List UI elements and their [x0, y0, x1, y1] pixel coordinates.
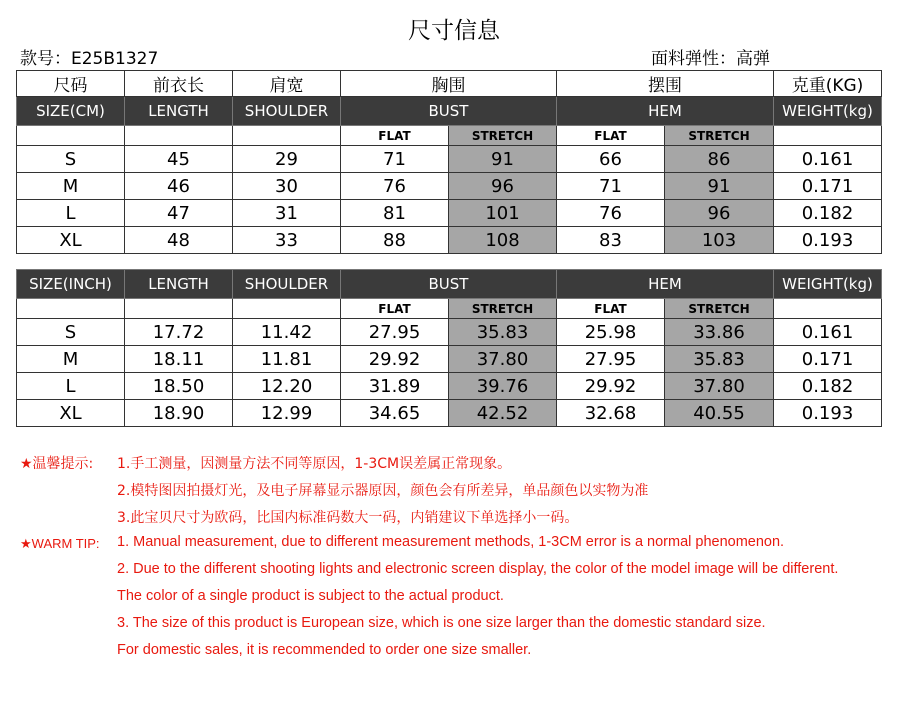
- table-cell: 0.193: [774, 227, 882, 254]
- table-cell: S: [17, 146, 125, 173]
- table-cell: 91: [665, 173, 774, 200]
- table-cell: S: [17, 319, 125, 346]
- size-table-cm: [16, 70, 882, 254]
- en-note-3: 3. The size of this product is European size, which is one size larger than the domestic standard size.: [117, 615, 766, 631]
- chinese-header-row: [17, 71, 882, 97]
- table-cell: 27.95: [341, 319, 449, 346]
- table-cell: 32.68: [557, 400, 665, 427]
- table-cell: 48: [125, 227, 233, 254]
- table-cell: 45: [125, 146, 233, 173]
- table-cell: M: [17, 173, 125, 200]
- table-cell: 18.11: [125, 346, 233, 373]
- table-cell: 46: [125, 173, 233, 200]
- table-cell: 0.182: [774, 373, 882, 400]
- sub-header-bust-flat: FLAT: [341, 126, 449, 146]
- table-cell: 29.92: [341, 346, 449, 373]
- table-cell: 37.80: [449, 346, 557, 373]
- table-cell: 37.80: [665, 373, 774, 400]
- cn-header-weight: 克重(KG): [774, 71, 882, 97]
- sub-header-hem-flat: FLAT: [557, 126, 665, 146]
- sub-header-hem-flat: FLAT: [557, 299, 665, 319]
- sub-header-bust-flat: FLAT: [341, 299, 449, 319]
- header-bust: BUST: [341, 270, 557, 299]
- header-shoulder: SHOULDER: [233, 97, 341, 126]
- header-size: SIZE(INCH): [17, 270, 125, 299]
- table-cell: XL: [17, 400, 125, 427]
- table-cell: 47: [125, 200, 233, 227]
- table-cell: 0.171: [774, 173, 882, 200]
- cn-header-bust: 胸围: [341, 71, 557, 97]
- table-cell: 34.65: [341, 400, 449, 427]
- table-cell: 12.20: [233, 373, 341, 400]
- en-note-label: ★WARM TIP:: [20, 536, 100, 551]
- table-row: [17, 373, 882, 400]
- table-cell: 29: [233, 146, 341, 173]
- table-cell: M: [17, 346, 125, 373]
- cn-header-length: 前衣长: [125, 71, 233, 97]
- table-cell: 0.182: [774, 200, 882, 227]
- header-shoulder: SHOULDER: [233, 270, 341, 299]
- table-cell: 83: [557, 227, 665, 254]
- fabric-elasticity: 面料弹性：高弹: [651, 49, 770, 69]
- header-length: LENGTH: [125, 97, 233, 126]
- en-note-2: 2. Due to the different shooting lights and electronic screen display, the color of the model image will be different.: [117, 561, 839, 577]
- en-note-2b: The color of a single product is subject to the actual product.: [117, 588, 504, 604]
- table-row: [17, 146, 882, 173]
- table-row: [17, 319, 882, 346]
- table-cell: 88: [341, 227, 449, 254]
- header-weight: WEIGHT(kg): [774, 97, 882, 126]
- table-cell: L: [17, 200, 125, 227]
- cm-table-body: [17, 146, 882, 254]
- table-cell: 96: [449, 173, 557, 200]
- table-cell: 25.98: [557, 319, 665, 346]
- table-row: [17, 200, 882, 227]
- table-cell: 12.99: [233, 400, 341, 427]
- sub-header-hem-stretch: STRETCH: [665, 299, 774, 319]
- table-cell: 76: [341, 173, 449, 200]
- table-cell: XL: [17, 227, 125, 254]
- sub-header-row: [17, 126, 882, 146]
- table-cell: 86: [665, 146, 774, 173]
- sub-header-row: [17, 299, 882, 319]
- sub-header-bust-stretch: STRETCH: [449, 299, 557, 319]
- table-cell: 0.161: [774, 319, 882, 346]
- table-cell: 91: [449, 146, 557, 173]
- table-cell: 0.171: [774, 346, 882, 373]
- cn-note-1: 1.手工测量，因测量方法不同等原因，1-3CM误差属正常现象。: [117, 456, 512, 472]
- table-cell: 0.193: [774, 400, 882, 427]
- table-cell: 103: [665, 227, 774, 254]
- table-cell: 66: [557, 146, 665, 173]
- table-cell: 33.86: [665, 319, 774, 346]
- header-bust: BUST: [341, 97, 557, 126]
- header-row: [17, 270, 882, 299]
- table-cell: L: [17, 373, 125, 400]
- header-hem: HEM: [557, 270, 774, 299]
- table-cell: 11.42: [233, 319, 341, 346]
- table-cell: 29.92: [557, 373, 665, 400]
- table-cell: 11.81: [233, 346, 341, 373]
- header-hem: HEM: [557, 97, 774, 126]
- cn-note-3: 3.此宝贝尺寸为欧码，比国内标准码数大一码，内销建议下单选择小一码。: [117, 510, 579, 526]
- cn-header-size: 尺码: [17, 71, 125, 97]
- table-cell: 30: [233, 173, 341, 200]
- table-cell: 81: [341, 200, 449, 227]
- table-cell: 31: [233, 200, 341, 227]
- page-title: 尺寸信息: [408, 18, 500, 44]
- header-row: [17, 97, 882, 126]
- table-cell: 42.52: [449, 400, 557, 427]
- en-note-3b: For domestic sales, it is recommended to order one size smaller.: [117, 642, 532, 658]
- style-number: 款号：E25B1327: [20, 49, 159, 69]
- table-cell: 101: [449, 200, 557, 227]
- sub-header-hem-stretch: STRETCH: [665, 126, 774, 146]
- size-table-inch: [16, 269, 882, 427]
- table-cell: 35.83: [665, 346, 774, 373]
- table-cell: 71: [557, 173, 665, 200]
- table-cell: 40.55: [665, 400, 774, 427]
- table-row: [17, 173, 882, 200]
- cn-note-label: ★温馨提示:: [20, 456, 94, 472]
- table-cell: 0.161: [774, 146, 882, 173]
- cn-note-2: 2.模特图因拍摄灯光，及电子屏幕显示器原因，颜色会有所差异，单品颜色以实物为准: [117, 483, 649, 499]
- table-cell: 17.72: [125, 319, 233, 346]
- table-cell: 18.90: [125, 400, 233, 427]
- sub-header-bust-stretch: STRETCH: [449, 126, 557, 146]
- inch-table-body: [17, 319, 882, 427]
- header-length: LENGTH: [125, 270, 233, 299]
- header-size: SIZE(CM): [17, 97, 125, 126]
- table-cell: 71: [341, 146, 449, 173]
- table-cell: 35.83: [449, 319, 557, 346]
- en-note-1: 1. Manual measurement, due to different measurement methods, 1-3CM error is a normal phenomenon.: [117, 534, 785, 550]
- table-cell: 27.95: [557, 346, 665, 373]
- cn-header-hem: 摆围: [557, 71, 774, 97]
- table-row: [17, 227, 882, 254]
- table-cell: 108: [449, 227, 557, 254]
- table-row: [17, 400, 882, 427]
- table-cell: 18.50: [125, 373, 233, 400]
- table-cell: 96: [665, 200, 774, 227]
- header-weight: WEIGHT(kg): [774, 270, 882, 299]
- cn-header-shoulder: 肩宽: [233, 71, 341, 97]
- table-cell: 31.89: [341, 373, 449, 400]
- table-cell: 76: [557, 200, 665, 227]
- table-cell: 33: [233, 227, 341, 254]
- table-row: [17, 346, 882, 373]
- table-cell: 39.76: [449, 373, 557, 400]
